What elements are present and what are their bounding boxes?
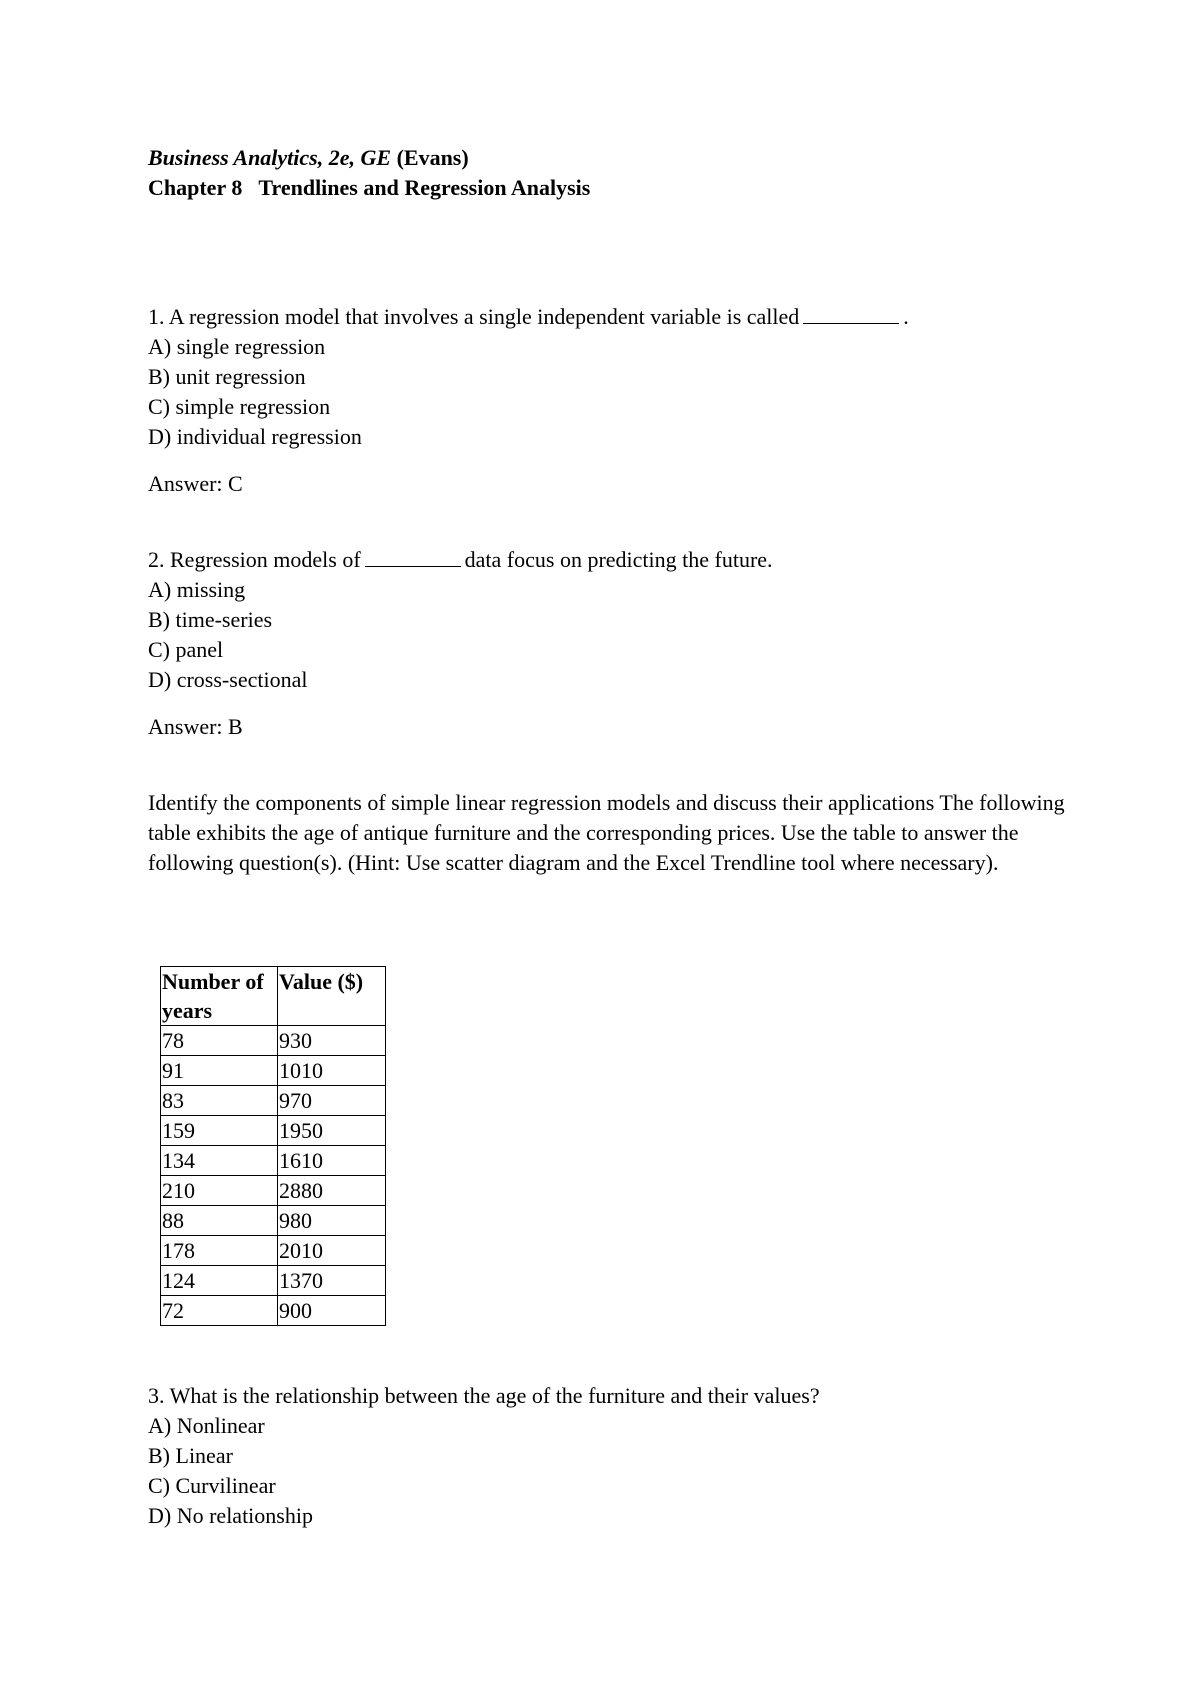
furniture-age-value-table (160, 966, 386, 1326)
table-row (161, 1026, 386, 1056)
cell-value: 1610 (278, 1146, 386, 1176)
cell-value: 2880 (278, 1176, 386, 1206)
question-2-option-a: A) missing (148, 577, 246, 602)
question-3-option-b: B) Linear (148, 1443, 233, 1468)
table-row (161, 1146, 386, 1176)
question-1-option-c: C) simple regression (148, 394, 331, 419)
cell-value: 1950 (278, 1116, 386, 1146)
column-header-years: Number of years (161, 967, 278, 1026)
book-author: (Evans) (396, 145, 469, 170)
column-header-value: Value ($) (278, 967, 386, 1026)
question-2-option-b: B) time-series (148, 607, 273, 632)
answer-blank (365, 546, 461, 567)
cell-years: 178 (161, 1236, 278, 1266)
table-row (161, 1206, 386, 1236)
table-header-row (161, 967, 386, 1026)
cell-value: 970 (278, 1086, 386, 1116)
cell-years: 124 (161, 1266, 278, 1296)
answer-blank (803, 303, 899, 324)
cell-years: 72 (161, 1296, 278, 1326)
question-2-option-c: C) panel (148, 637, 224, 662)
table-row (161, 1236, 386, 1266)
cell-value: 2010 (278, 1236, 386, 1266)
cell-years: 83 (161, 1086, 278, 1116)
cell-value: 980 (278, 1206, 386, 1236)
table-intro-paragraph: Identify the components of simple linear regression models and discuss their applications The following table exhibits the age of antique furniture and the corresponding prices. Use the table to answer the following question(s). (Hint: Use scatter diagram and the Excel Trendline tool where necessary). (148, 790, 1065, 875)
cell-value: 1010 (278, 1056, 386, 1086)
chapter-title: Chapter 8 Trendlines and Regression Analysis (148, 175, 591, 200)
furniture-table-container (160, 966, 386, 1326)
question-1-option-d: D) individual regression (148, 424, 362, 449)
question-3-option-c: C) Curvilinear (148, 1473, 276, 1498)
book-title: Business Analytics, 2e, GE (148, 145, 392, 170)
question-3-option-d: D) No relationship (148, 1503, 313, 1528)
question-2-stem-end: data focus on predicting the future. (464, 547, 773, 572)
question-1 (148, 302, 909, 499)
question-1-option-a: A) single regression (148, 334, 326, 359)
table-row (161, 1116, 386, 1146)
question-2 (148, 545, 773, 742)
table-row (161, 1266, 386, 1296)
question-3-stem: 3. What is the relationship between the age of the furniture and their values? (148, 1383, 820, 1408)
cell-years: 210 (161, 1176, 278, 1206)
cell-value: 900 (278, 1296, 386, 1326)
question-1-stem (148, 302, 909, 332)
question-3-option-a: A) Nonlinear (148, 1413, 265, 1438)
cell-years: 88 (161, 1206, 278, 1236)
cell-value: 1370 (278, 1266, 386, 1296)
table-row (161, 1296, 386, 1326)
question-1-option-b: B) unit regression (148, 364, 306, 389)
cell-value: 930 (278, 1026, 386, 1056)
question-2-stem (148, 545, 773, 575)
cell-years: 91 (161, 1056, 278, 1086)
table-row (161, 1056, 386, 1086)
question-2-stem-start: 2. Regression models of (148, 547, 361, 572)
question-1-stem-text: 1. A regression model that involves a single independent variable is called (148, 304, 800, 329)
cell-years: 134 (161, 1146, 278, 1176)
question-1-stem-end: . (903, 304, 909, 329)
question-2-option-d: D) cross-sectional (148, 667, 308, 692)
question-3 (148, 1381, 820, 1531)
question-2-answer: Answer: B (148, 714, 243, 739)
table-row (161, 1086, 386, 1116)
book-title-line (148, 144, 590, 174)
cell-years: 159 (161, 1116, 278, 1146)
document-header (148, 144, 590, 204)
cell-years: 78 (161, 1026, 278, 1056)
table-row (161, 1176, 386, 1206)
question-1-answer: Answer: C (148, 471, 243, 496)
